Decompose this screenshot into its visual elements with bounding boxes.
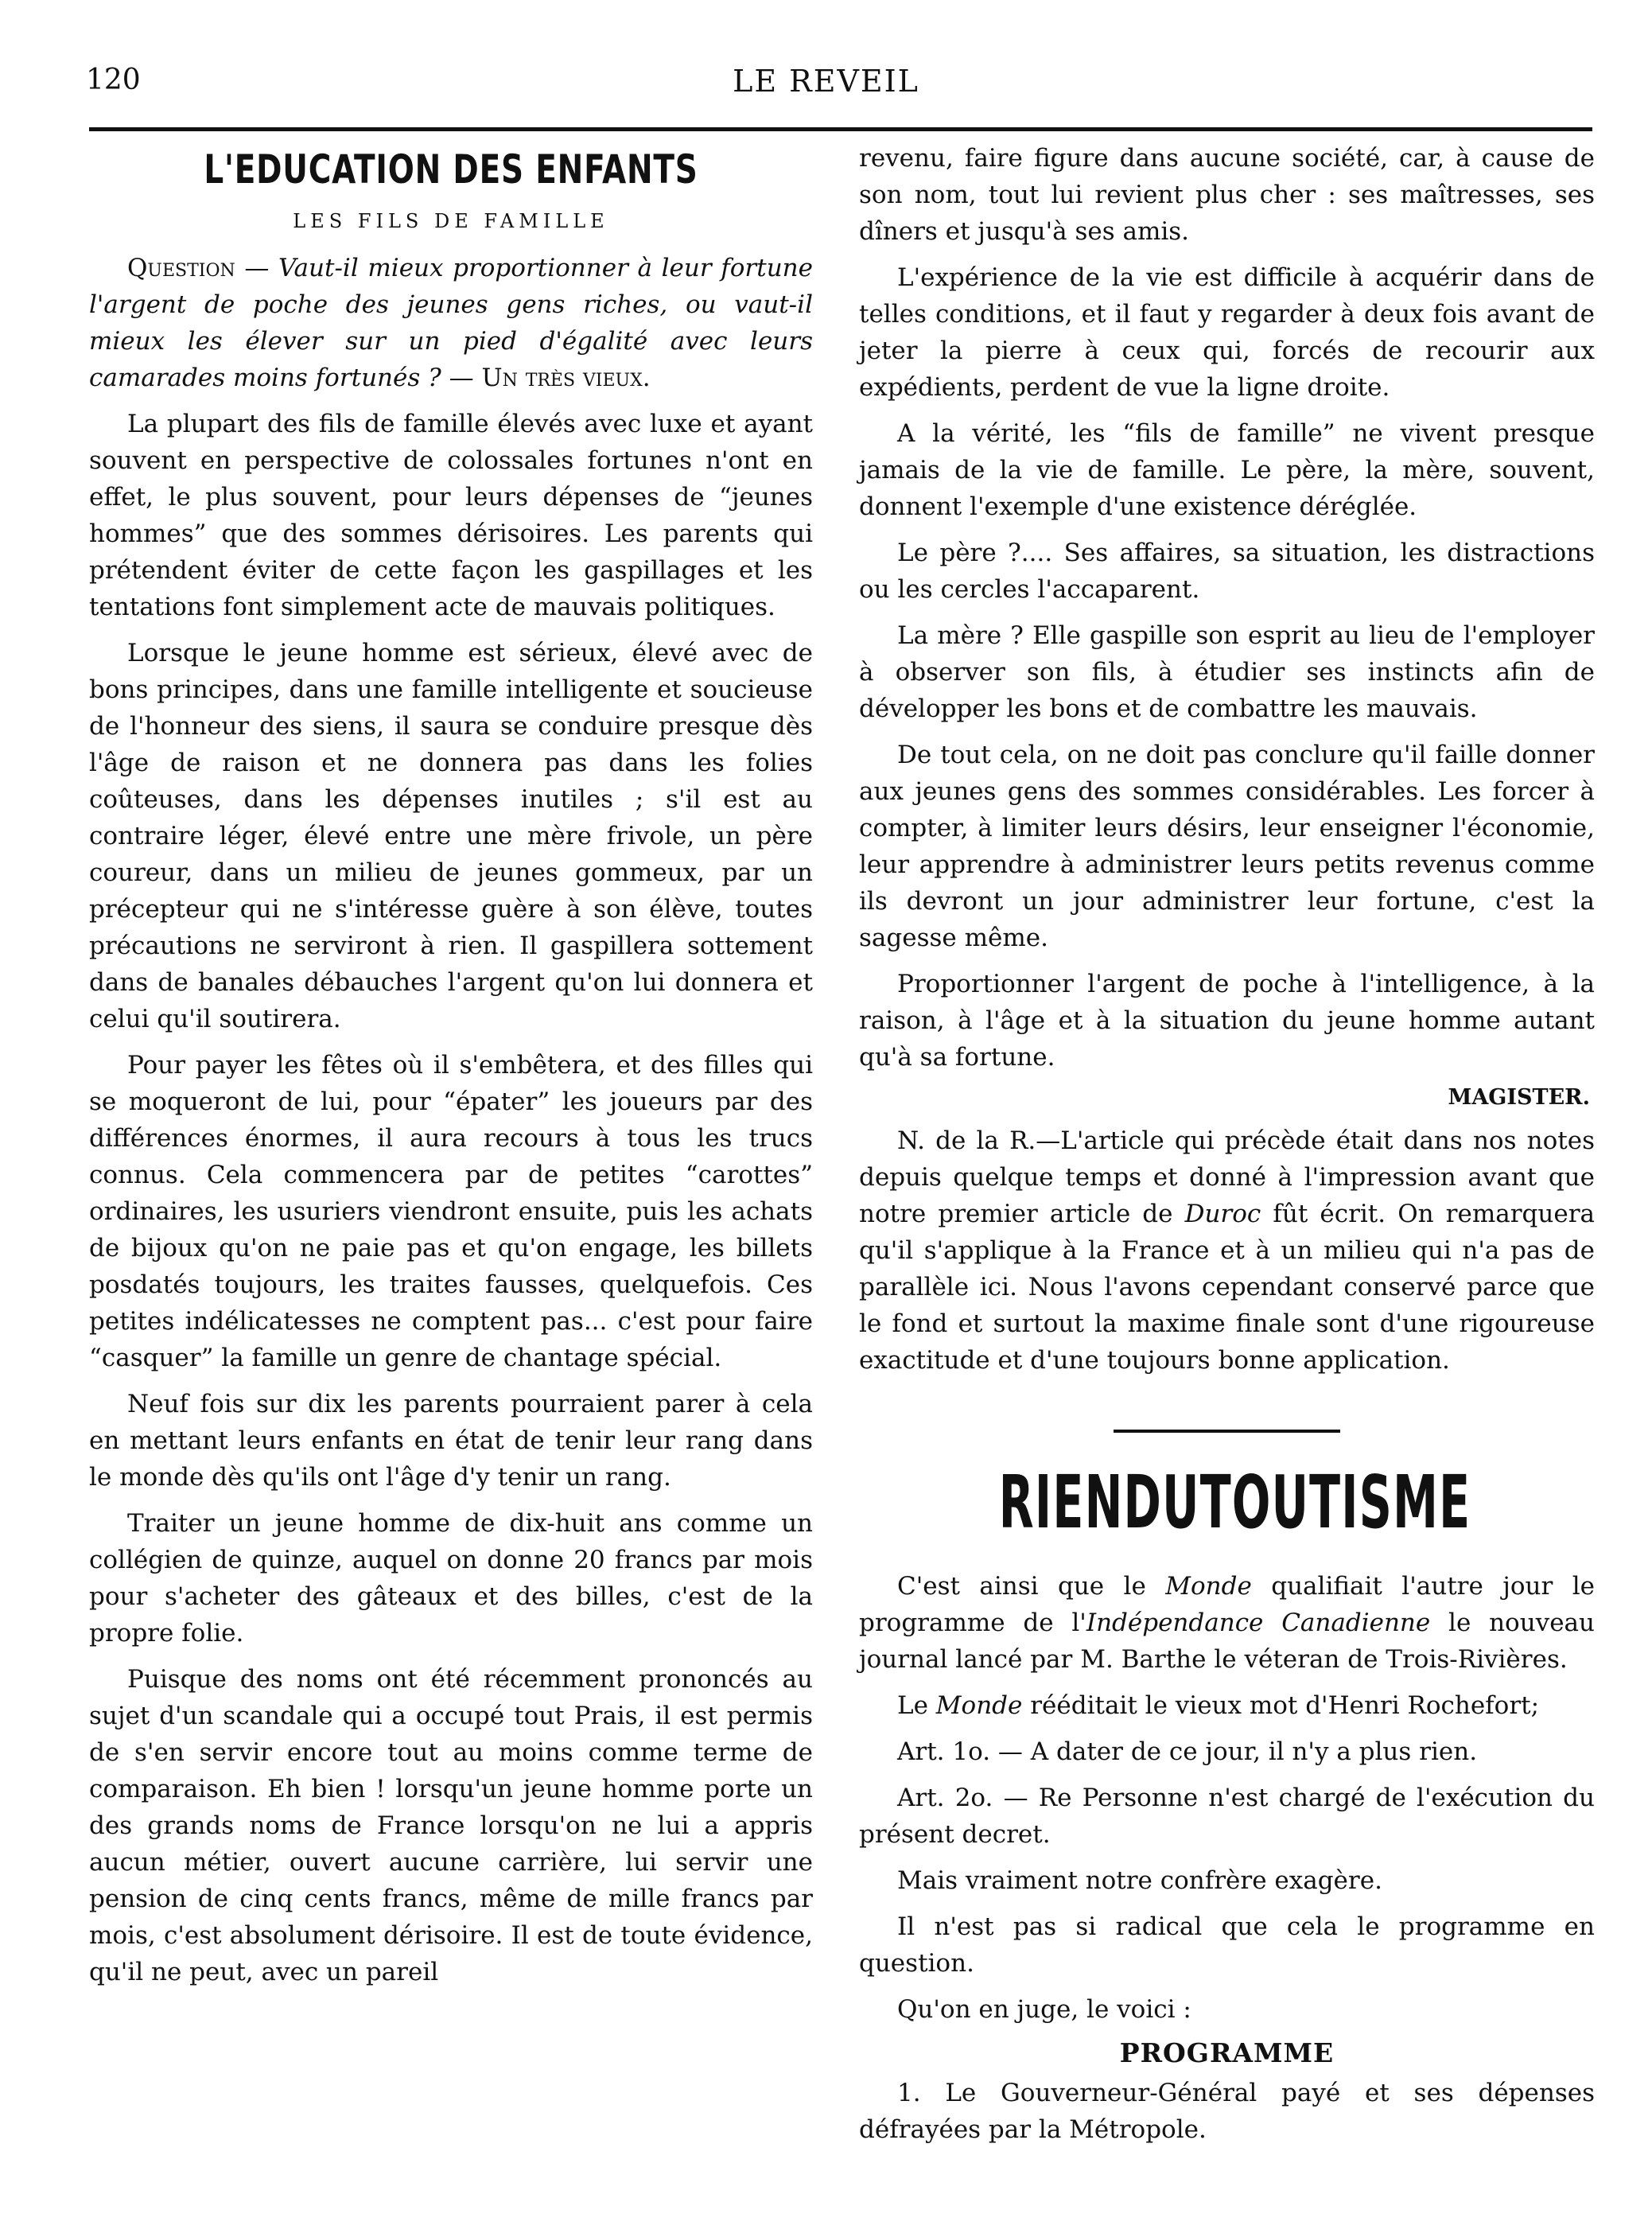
paragraph [859,1687,1595,1724]
article-subtitle: LES FILS DE FAMILLE [293,210,609,232]
right-column [859,140,1595,2157]
article-line: Art. 2o. — Re Personne n'est chargé de l'exécution du présent decret. [859,1784,1595,1849]
text-span: C'est ainsi que le [897,1572,1166,1601]
question-signature: Un très vieux. [481,364,651,392]
italic-independance: Indépendance Canadienne [1086,1609,1431,1637]
article-title-riendutoutisme: RIENDUTOUTISME [998,1460,1471,1545]
editor-note-prefix: N. de la R.—L'article qui précède était dans nos notes depuis quelque temps et donné à l'impression avant que notre premier article de [859,1126,1595,1228]
program-heading: PROGRAMME [1119,2037,1335,2068]
text-span: qualifiait l'autre jour le programme de l' [859,1572,1595,1637]
paragraph: Pour payer les fêtes où il s'embêtera, et des filles qui se moqueront de lui, pour “épater” les joueurs par des différences énormes, il aura recours à tous les trucs connus. Cela commencera par de petites “carottes” ordinaires, les usuriers viendront ensuite, puis les achats de bijoux qu'on ne paie pas et qu'on engage, les billets posdatés toujours, les traites fausses, quelquefois. Ces petites indélicatesses ne comptent pas... c'est pour faire “casquer” la famille un genre de chantage spécial. [89,1051,813,1372]
publication-title: LE REVEIL [733,64,919,99]
header-rule [89,127,1592,131]
paragraph: Neuf fois sur dix les parents pourraient parer à cela en mettant leurs enfants en état de tenir leur rang dans le monde dès qu'ils ont l'âge d'y tenir un rang. [89,1390,813,1492]
paragraph: Qu'on en juge, le voici : [897,1995,1191,2024]
paragraph: Il n'est pas si radical que cela le programme en question. [859,1912,1595,1978]
article-line: Art. 1o. — A dater de ce jour, il n'y a plus rien. [897,1737,1478,1766]
paragraph: Mais vraiment notre confrère exagère. [897,1866,1382,1895]
paragraph: Proportionner l'argent de poche à l'intelligence, à la raison, à l'âge et à la situation du jeune homme autant qu'à sa fortune. [859,970,1595,1072]
paragraph: L'expérience de la vie est difficile à acquérir dans de telles conditions, et il faut y regarder à deux fois avant de jeter la pierre à ceux qui, forcés de recourir aux expédients, perdent de vue la ligne droite. [859,263,1595,402]
editor-note-italic: Duroc [1184,1200,1261,1228]
reader-question [89,250,813,396]
page-number: 120 [86,64,141,96]
paragraph: Lorsque le jeune homme est sérieux, élevé avec de bons principes, dans une famille intelligente et soucieuse de l'honneur des siens, il saura se conduire presque dès l'âge de raison et ne donnera pas dans les folies coûteuses, dans les dépenses inutiles ; s'il est au contraire léger, élevé entre une mère frivole, un père coureur, dans un milieu de jeunes gommeux, par un précepteur qui ne s'intéresse guère à son élève, toutes précautions ne serviront à rien. Il gaspillera sottement dans de banales débauches l'argent qu'on lui donnera et celui qu'il soutirera. [89,639,813,1033]
text-span: le nouveau journal lancé par M. Barthe le véteran de Trois-Rivières. [859,1609,1595,1674]
paragraph: A la vérité, les “fils de famille” ne vivent presque jamais de la vie de famille. Le père, la mère, souvent, donnent l'exemple d'une existence déréglée. [859,419,1595,521]
author-signature: MAGISTER. [1448,1085,1590,1110]
text-span: Le [897,1691,936,1720]
editor-note-suffix: fût écrit. On remarquera qu'il s'applique à la France et à un milieu qui n'a pas de parallèle ici. Nous l'avons cependant conservé parce que le fond et surtout la maxime finale sont d'une rigoureuse exactitude et d'une toujours bonne application. [859,1200,1596,1375]
italic-monde: Monde [1165,1572,1252,1601]
paragraph-continued: revenu, faire figure dans aucune société, car, à cause de son nom, tout lui revient plus cher : ses maîtresses, ses dîners et jusqu'à ses amis. [859,144,1595,246]
question-label: Question [127,254,235,282]
editor-note [859,1122,1595,1379]
italic-monde: Monde [935,1691,1023,1720]
paragraph: La mère ? Elle gaspille son esprit au lieu de l'employer à observer son fils, à étudier ses instincts afin de développer les bons et de combattre les mauvais. [859,621,1595,723]
text-span: rééditait le vieux mot d'Henri Rochefort; [1022,1691,1540,1720]
paragraph: La plupart des fils de famille élevés avec luxe et ayant souvent en perspective de colossales fortunes n'ont en effet, le plus souvent, pour leurs dépenses de “jeunes hommes” que des sommes dérisoires. Les parents qui prétendent éviter de cette façon les gaspillages et les tentations font simplement acte de mauvais politiques. [89,410,813,621]
paragraph [859,1568,1595,1678]
article-title-education: L'EDUCATION DES ENFANTS [204,146,698,193]
question-text: — Vaut-il mieux proportionner à leur fortune l'argent de poche des jeunes gens riches, ou vaut-il mieux les élever sur un pied d'égalité avec leurs camarades moins fortunés ? — [89,254,813,392]
left-column [89,140,813,2000]
section-divider [1114,1430,1340,1433]
program-item: 1. Le Gouverneur-Général payé et ses dépenses défrayées par la Métropole. [859,2079,1595,2144]
paragraph: Le père ?.... Ses affaires, sa situation, les distractions ou les cercles l'accaparent. [859,539,1595,604]
paragraph: Puisque des noms ont été récemment prononcés au sujet d'un scandale qui a occupé tout Prais, il est permis de s'en servir encore tout au moins comme terme de comparaison. Eh bien ! lorsqu'un jeune homme porte un des grands noms de France lorsqu'on ne lui a appris aucun métier, ouvert aucune carrière, lui servir une pension de cinq cents francs, même de mille francs par mois, c'est absolument dérisoire. Il est de toute évidence, qu'il ne peut, avec un pareil [89,1665,813,1986]
paragraph: Traiter un jeune homme de dix-huit ans comme un collégien de quinze, auquel on donne 20 francs par mois pour s'acheter des gâteaux et des billes, c'est de la propre folie. [89,1509,813,1648]
paragraph: De tout cela, on ne doit pas conclure qu'il faille donner aux jeunes gens des sommes considérables. Les forcer à compter, à limiter leurs désirs, leur enseigner l'économie, leur apprendre à administrer leurs petits revenus comme ils devront un jour administrer leur fortune, c'est la sagesse même. [859,741,1595,952]
